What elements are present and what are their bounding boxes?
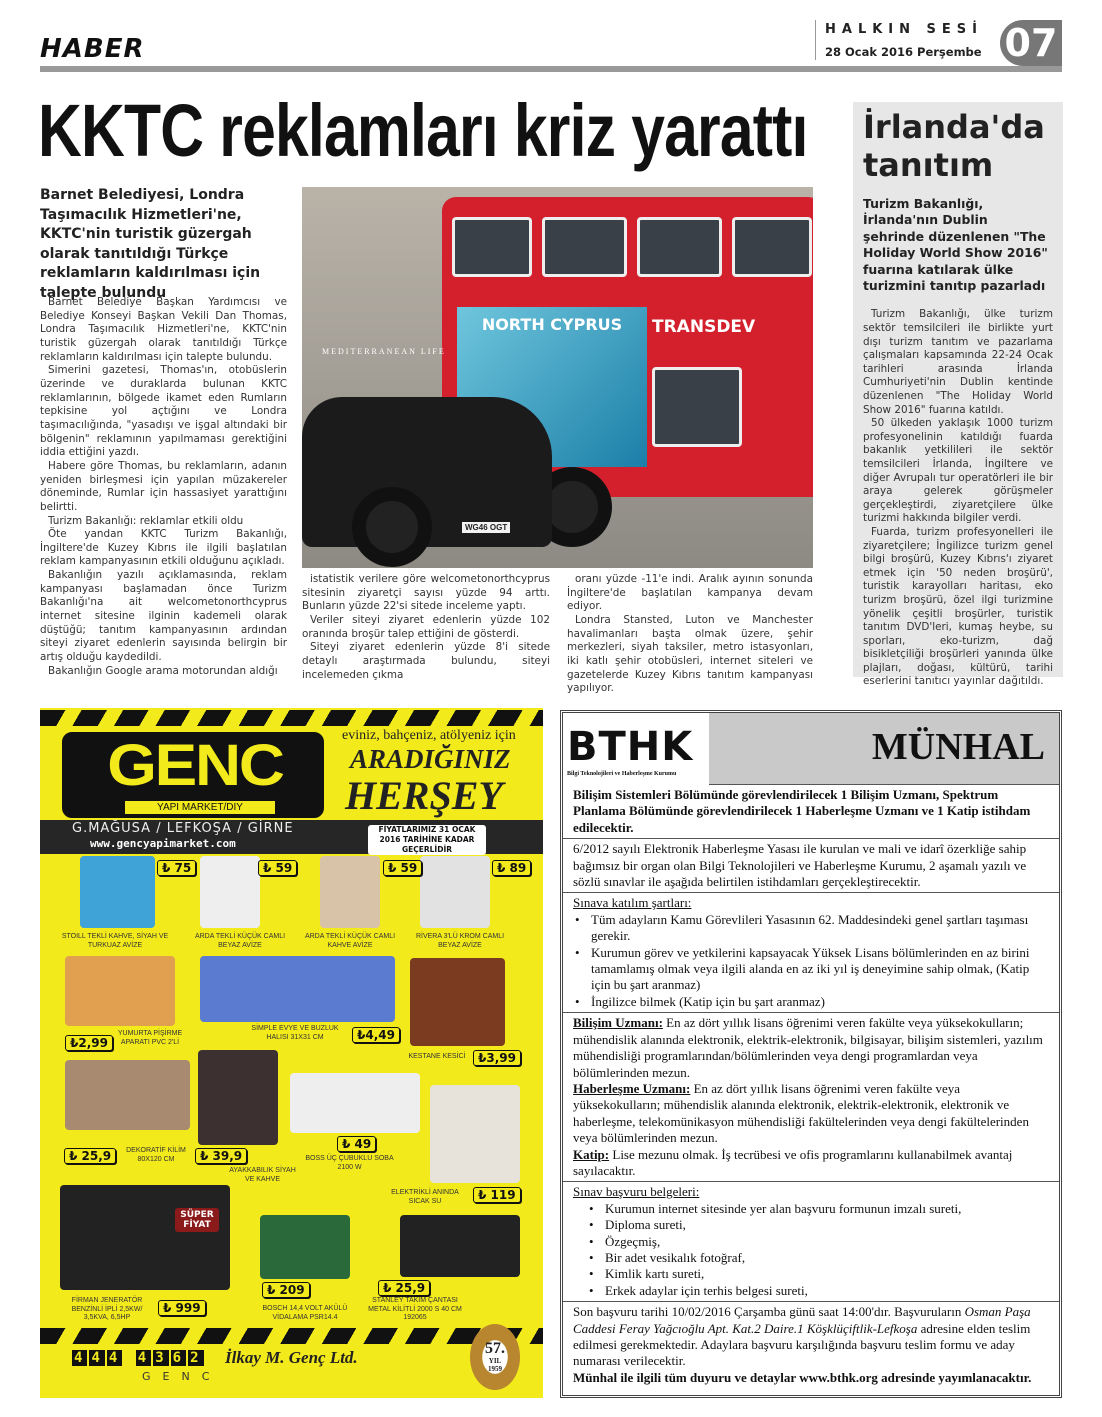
product-image bbox=[430, 1085, 520, 1183]
tagline: eviniz, bahçeniz, atölyeniz için bbox=[342, 728, 516, 743]
product-image bbox=[65, 956, 175, 1026]
sidebar-subhead: Turizm Bakanlığı, İrlanda'nın Dublin şehrinde düzenlenen "The Holiday World Show 2016" fuarına katılarak ülke turizmini tanıtıp pazarladı bbox=[863, 196, 1048, 294]
vacancy-summary: Bilişim Sistemleri Bölümünde görevlendirilecek 1 Bilişim Uzmanı, Spektrum Planlama Bölümünde görevlendirilecek 1 Haberleşme Uzmanı ve 1 Katip istihdam edilecektir. bbox=[563, 785, 1059, 839]
phone-number: 4 4 4 4 3 6 2 bbox=[74, 1350, 202, 1366]
product-price: ₺ 39,9 bbox=[195, 1148, 247, 1164]
sidebar-article bbox=[853, 102, 1063, 688]
product-image bbox=[60, 1185, 230, 1290]
sidebar-title: İrlanda'da tanıtım bbox=[863, 108, 1045, 184]
divider bbox=[815, 20, 816, 60]
genc-logo: GENC YAPI MARKET/DIY bbox=[62, 732, 324, 818]
product-price: ₺ 59 bbox=[258, 860, 297, 876]
product-name: STOILL TEKLİ KAHVE, SİYAH VE TURKUAZ AVİZE bbox=[61, 933, 169, 949]
paragraph: istatistik verilere göre welcometonorthcyprus sitesinin ziyaretçi sayısı yüzde 94 arttı. Bunların yüzde 22'si sitede inceleme yaptı. bbox=[302, 573, 550, 613]
paragraph: Turizm Bakanlığı: reklamlar etkili oldu bbox=[48, 514, 244, 527]
product-image bbox=[420, 856, 490, 928]
product-image bbox=[290, 1073, 420, 1133]
website-link[interactable]: www.gencyapimarket.com bbox=[90, 837, 236, 850]
product-image bbox=[198, 1050, 278, 1145]
product-price: ₺ 89 bbox=[492, 860, 531, 876]
validity-note: FİYATLARIMIZ 31 OCAK 2016 TARİHİNE KADAR GEÇERLİDİR bbox=[368, 825, 486, 855]
product-image bbox=[410, 958, 505, 1046]
bus-operator: TRANSDEV bbox=[652, 317, 756, 337]
product-price: ₺2,99 bbox=[65, 1035, 113, 1051]
product-name: SİMPLE EVYE VE BUZLUK HALISI 31X31 CM bbox=[251, 1025, 339, 1041]
product-image bbox=[65, 1060, 190, 1130]
product-name: FİRMAN JENERATÖR BENZİNLİ İPLİ 2,5KW/ 3,5KVA, 6,5HP bbox=[71, 1297, 143, 1321]
super-price-badge: SÜPER FİYAT bbox=[175, 1208, 219, 1232]
product-price: ₺ 49 bbox=[337, 1136, 376, 1152]
product-name: AYAKKABILIK SİYAH VE KAHVE bbox=[229, 1167, 296, 1183]
deadline: Son başvuru tarihi 10/02/2016 Çarşamba günü saat 14:00'dır. Başvuruların Osman Paşa Caddesi Feray Yağcıoğlu Apt. Kat.2 Daire.1 Köşklüçiftlik-Lefkoşa adresine elden teslim edilmesi gerekmektedir. Adaylara başvuru karşılığında başvuru teslim formu ve aday numarası verilecektir. Münhal ile ilgili tüm duyuru ve detaylar www.bthk.org adresinde yayımlanacaktır. bbox=[563, 1302, 1059, 1388]
paragraph: 50 ülkeden yaklaşık 1000 turizm profesyonelinin katıldığı fuarda bakanlık yetkilileri ile sektör temsilcileri İrlanda, İngiltere ve diğer Avrupalı tur operatörleri ile bir araya gelerek görüşmeler gerçekleştirdi, ziyaretçilere ülke turizmi hakkında bilgiler verdi. bbox=[863, 417, 1053, 525]
paragraph: Bakanlığın yazılı açıklamasında, reklam kampanyası başlamadan önce Turizm Bakanlığı'na ait welcometonorthcyprus internet sitesine ilginin kademeli olarak düştüğü; tanıtım kampanyasının ardından siteyi ziyaret edenlerin sayısında belirgin bir artış olduğu kaydedildi. bbox=[40, 569, 287, 664]
product-name: KESTANE KESİCİ bbox=[408, 1053, 466, 1060]
article-column-1 bbox=[40, 296, 287, 678]
product-image bbox=[200, 856, 260, 928]
article-column-3 bbox=[567, 573, 813, 696]
bus-photo bbox=[302, 187, 813, 568]
conditions: Sınava katılım şartları: • Tüm adayların Kamu Görevlileri Yasasının 62. Maddesindeki genel şartları taşıması gerekir. • Kurumun görev ve yetkilerini kapsayacak Yüksek Lisans bölümlerinden en az birini tamamlamış olmak veya ilgili alanda en az iki yıl iş deneyimine sahip olmak, (Katip için bu şart aranmaz) • İngilizce bilmek (Katip için bu şart aranmaz) bbox=[563, 893, 1059, 1013]
product-name: DEKORATİF KİLİM 80X120 CM bbox=[126, 1147, 186, 1163]
header-rule bbox=[40, 66, 1062, 72]
bthk-logo: BTHK Bilgi Teknolojileri ve Haberleşme Kurumu bbox=[563, 713, 709, 785]
product-name: RİVERA 3'LÜ KROM CAMLI BEYAZ AVİZE bbox=[415, 933, 505, 949]
product-price: ₺ 25,9 bbox=[64, 1148, 116, 1164]
product-name: YUMURTA PİŞİRME APARATI PVC 2'Lİ bbox=[117, 1030, 183, 1046]
product-price: ₺ 75 bbox=[157, 860, 196, 876]
product-image bbox=[400, 1215, 520, 1277]
paragraph: Simerini gazetesi, Thomas'ın, otobüslerin üzerinde ve duraklarda bulunan KKTC reklamlarının, bölgede ikamet eden Rumların tepkisine yol açtığını ve Londra taşımacılığında, "yasadışı ve işgal altındaki bir bölgenin" reklamının yapılmaması gerektiğini iddia ettiğini yazdı. bbox=[40, 364, 287, 459]
product-name: STANLEY TAKIM ÇANTASI METAL KİLİTLİ 2000 S 40 CM 192065 bbox=[368, 1297, 462, 1321]
product-image bbox=[200, 956, 395, 1022]
paragraph: Londra Stansted, Luton ve Manchester havalimanları başta olmak üzere, şehir merkezleri, siyah taksiler, metro istasyonları, iki katlı şehir otobüsleri, internet siteleri ve gazetelerde Kuzey Kıbrıs tanıtım kampanyası yapılıyor. bbox=[567, 613, 813, 695]
headline: KKTC reklamları kriz yarattı bbox=[38, 89, 808, 172]
product-price: ₺ 999 bbox=[158, 1300, 206, 1316]
product-price: ₺ 59 bbox=[383, 860, 422, 876]
paragraph: Bakanlığın Google arama motorundan aldığı bbox=[48, 664, 278, 677]
issue-date: 28 Ocak 2016 Perşembe bbox=[825, 45, 982, 59]
documents: Sınav başvuru belgeleri: • Kurumun internet sitesinde yer alan başvuru formunun imzalı sureti, • Diploma sureti, • Özgeçmiş, • Bir adet vesikalık fotoğraf, • Kimlik kartı sureti, • Erkek adaylar için terhis belgesi sureti, bbox=[563, 1182, 1059, 1302]
product-price: ₺3,99 bbox=[473, 1050, 521, 1066]
tagline-big: HERŞEY bbox=[345, 773, 503, 818]
bus-advert: NORTH CYPRUS bbox=[457, 307, 647, 467]
paragraph: Barnet Belediye Başkan Yardımcısı ve Belediye Konseyi Başkan Vekili Dan Thomas, Londra Taşımacılık Hizmetleri'ne, KKTC'nin turistik güzergah olarak tanıtıldığı Türkçe reklamların kaldırılması için talepte bulundu. bbox=[40, 296, 287, 363]
product-price: ₺4,49 bbox=[352, 1027, 400, 1043]
ad-title: MÜNHAL bbox=[871, 726, 1045, 768]
product-image bbox=[260, 1215, 350, 1279]
roles: Bilişim Uzmanı: En az dört yıllık lisans öğrenimi veren fakülte veya yüksekokulların; mühendislik alanında elektronik, elektrik-elektronik, bilgisayar, bilişim sistemleri, yazılım mühendisliği programlarından/bölümlerinden veya dengi programlardan veya bölümlerinden mezun. Haberleşme Uzmanı: En az dört yıllık lisans öğrenimi veren fakülte veya yüksekokulların; mühendislik alanında elektronik, elektrik-elektronik, elektronik ve haberleşme, telekomünikasyon mühendisliği fakültelerinden veya dengi fakültelerinden veya bölümlerinden mezun. Katip: Lise mezunu olmak. İş tecrübesi ve ofis programlarını kullanabilmek avantaj sayılacaktır. bbox=[563, 1013, 1059, 1182]
paragraph: Veriler siteyi ziyaret edenlerin yüzde 102 oranında broşür talep ettiğini de gösterdi. bbox=[302, 613, 550, 640]
section-label: HABER bbox=[40, 34, 145, 64]
anniversary-seal: 57. YIL 1959 bbox=[470, 1324, 520, 1390]
product-name: BOSCH 14,4 VOLT AKÜLÜ VİDALAMA PSR14.4 bbox=[262, 1305, 348, 1321]
paragraph: Öte yandan KKTC Turizm Bakanlığı, İngiltere'de Kuzey Kıbrıs ile ilgili başlatılan reklam kampanyasının etkili olduğunu açıkladı. bbox=[40, 528, 287, 568]
product-name: ARDA TEKLİ KÜÇÜK CAMLI KAHVE AVİZE bbox=[304, 933, 396, 949]
ad-footer: 4 4 4 4 3 6 2 GENC İlkay M. Genç Ltd. 57. YIL 1959 bbox=[40, 1340, 543, 1398]
company-name: İlkay M. Genç Ltd. bbox=[225, 1348, 358, 1367]
paragraph: Turizm Bakanlığı, ülke turizm sektör temsilcileri ile birlikte yurt dışı turizm tanıtım ve pazarlama çalışmaları kapsamında 22-24 Ocak tarihleri arasında İrlanda Cumhuriyeti'nin Dublin kentinde düzenlenen "The Holiday World Show 2016" fuarına katıldı. bbox=[863, 308, 1053, 416]
article-column-2 bbox=[302, 573, 550, 682]
product-price: ₺ 209 bbox=[262, 1282, 310, 1298]
tagline-main: ARADIĞINIZ bbox=[350, 744, 511, 774]
paragraph: Fuarda, turizm profesyonelleri ile ziyaretçilere; İngilizce turizm genel bilgi broşürü, Kuzey Kıbrıs'ı ziyaret etmek için '50 neden broşürü', turistik karayolları haritası, eko turizm broşürü, özel ilgi turizmine yönelik çeşitli broşürler, turistik tanıtım DVD'leri, kumaş heybe, su sporları, eko-turizm, dağ bisikletçiliği broşürleri yanında ülke plajları, doğası, kültürü, tarihi eserlerini tanıtıcı yayınlar dağıtıldı. bbox=[863, 525, 1053, 688]
subhead: Barnet Belediyesi, Londra Taşımacılık Hizmetleri'ne, KKTC'nin turistik güzergah olarak tanıtıldığı Türkçe reklamların kaldırılması için talepte bulundu bbox=[40, 187, 261, 301]
product-name: ARDA TEKLİ KÜÇÜK CAMLI BEYAZ AVİZE bbox=[194, 933, 286, 949]
black-taxi: WG46 OGT bbox=[302, 397, 552, 547]
sidebar-body bbox=[863, 308, 1053, 689]
product-price: ₺ 119 bbox=[473, 1187, 521, 1203]
website-note: Münhal ile ilgili tüm duyuru ve detaylar www.bthk.org adresinde yayımlanacaktır. bbox=[573, 1369, 1032, 1385]
paragraph: oranı yüzde -11'e indi. Aralık ayının sonunda İngiltere'de başlatılan kampanya devam ediyor. bbox=[567, 573, 813, 613]
bthk-vacancy-ad bbox=[560, 710, 1062, 1398]
product-image bbox=[80, 856, 155, 928]
newspaper-name: HALKIN SESİ bbox=[825, 22, 983, 37]
product-image bbox=[320, 856, 380, 928]
genc-yapi-market-ad bbox=[40, 708, 543, 1398]
product-price: ₺ 25,9 bbox=[378, 1280, 430, 1296]
page-number: 07 bbox=[1000, 20, 1062, 66]
paragraph: Siteyi ziyaret edenlerin yüzde 8'i sitede detaylı araştırmada bulundu, siteyi incelemeden çıkma bbox=[302, 641, 550, 681]
locations-bar: G.MAĞUSA / LEFKOŞA / GİRNE www.gencyapimarket.com FİYATLARIMIZ 31 OCAK 2016 TARİHİNE KADAR GEÇERLİDİR bbox=[40, 820, 543, 854]
paragraph: Habere göre Thomas, bu reklamların, adanın yeniden birleşmesi için yapılan müzakereler döneminde, Rumlar için hassasiyet yarattığını belirtti. bbox=[40, 459, 287, 513]
bus-advert-sub: MEDITERRANEAN LIFE bbox=[322, 347, 446, 356]
product-name: BOSS ÜÇ ÇUBUKLU SOBA 2100 W bbox=[305, 1155, 394, 1171]
product-name: ELEKTRİKLİ ANINDA SICAK SU bbox=[391, 1189, 459, 1205]
intro: 6/2012 sayılı Elektronik Haberleşme Yasası ile kurulan ve mali ve idarî özerkliğe sahip bağımsız bir organ olan Bilgi Teknolojileri ve Haberleşme Kurumu, 2 aşamalı yazılı ve sözlü sınavlar ile aşağıda belirtilen istihdamları gerçekleştirecektir. bbox=[563, 839, 1059, 893]
